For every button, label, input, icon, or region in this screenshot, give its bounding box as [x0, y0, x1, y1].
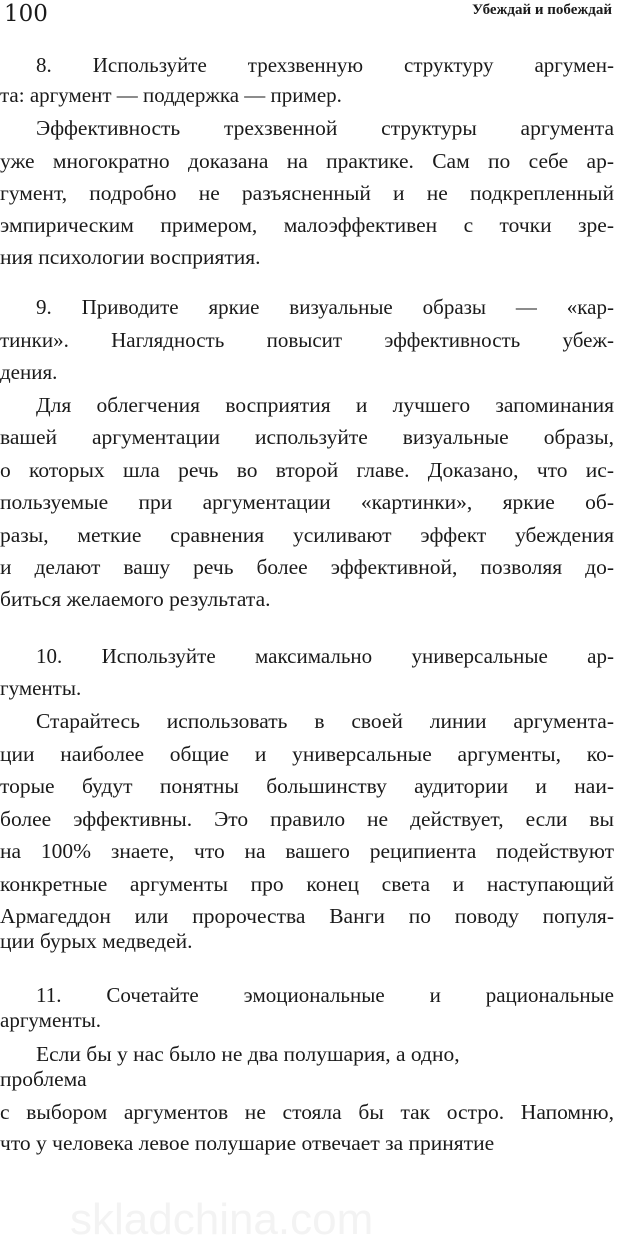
watermark: skladchina.com: [70, 1195, 374, 1244]
section-heading-line: 9. Приводите яркие визуальные образы — «кар-: [36, 295, 614, 319]
paragraph-line: о которых шла речь во второй главе. Доказано, что ис-: [0, 458, 614, 482]
paragraph-line: вашей аргументации используйте визуальные образы,: [0, 425, 614, 449]
section-heading-line: 10. Используйте максимально универсальные ар-: [36, 644, 614, 668]
section-heading-line: 11. Сочетайте эмоциональные и рациональные: [36, 983, 614, 1007]
paragraph-line: уже многократно доказана на практике. Сам по себе ар-: [0, 149, 614, 173]
paragraph-line: разы, меткие сравнения усиливают эффект убеждения: [0, 523, 614, 547]
section-heading-line: та: аргумент — поддержка — пример.: [0, 83, 342, 107]
paragraph-line: Старайтесь использовать в своей линии аргумента-: [36, 709, 614, 733]
running-title: Убеждай и побеждай: [472, 2, 612, 18]
paragraph-line: ции бурых медведей.: [0, 929, 193, 953]
paragraph-line: эмпирическим примером, малоэффективен с точки зре-: [0, 213, 614, 237]
paragraph-line: пользуемые при аргументации «картинки», яркие об-: [0, 490, 614, 514]
section-heading-line: аргументы.: [0, 1008, 102, 1032]
paragraph-line: конкретные аргументы про конец света и наступающий: [0, 872, 614, 896]
section-heading-line: гументы.: [0, 676, 82, 700]
section-heading-line: 8. Используйте трехзвенную структуру аргумен-: [36, 53, 614, 77]
paragraph-line: торые будут понятны большинству аудитории и наи-: [0, 774, 614, 798]
paragraph-line: Для облегчения восприятия и лучшего запоминания: [36, 393, 614, 417]
page-number: 100: [4, 1, 48, 27]
section-heading-line: дения.: [0, 360, 58, 384]
paragraph-line: и делают вашу речь более эффективной, позволяя до-: [0, 555, 614, 579]
paragraph-line: Если бы у нас было не два полушария, а одно,: [36, 1042, 460, 1066]
paragraph-line: биться желаемого результата.: [0, 587, 271, 611]
paragraph-line: с выбором аргументов не стояла бы так остро. Напомню,: [0, 1100, 614, 1124]
paragraph-line: Армагеддон или пророчества Ванги по поводу популя-: [0, 904, 614, 928]
paragraph-line: проблема: [0, 1067, 87, 1091]
paragraph-line: более эффективны. Это правило не действует, если вы: [0, 807, 614, 831]
paragraph-line: ния психологии восприятия.: [0, 245, 261, 269]
paragraph-line: что у человека левое полушарие отвечает за принятие: [0, 1131, 495, 1155]
paragraph-line: гумент, подробно не разъясненный и не подкрепленный: [0, 181, 614, 205]
paragraph-line: на 100% знаете, что на вашего реципиента подействуют: [0, 839, 614, 863]
section-heading-line: тинки». Наглядность повысит эффективность убеж-: [0, 328, 614, 352]
paragraph-line: ции наиболее общие и универсальные аргументы, ко-: [0, 742, 614, 766]
paragraph-line: Эффективность трехзвенной структуры аргумента: [36, 116, 614, 140]
